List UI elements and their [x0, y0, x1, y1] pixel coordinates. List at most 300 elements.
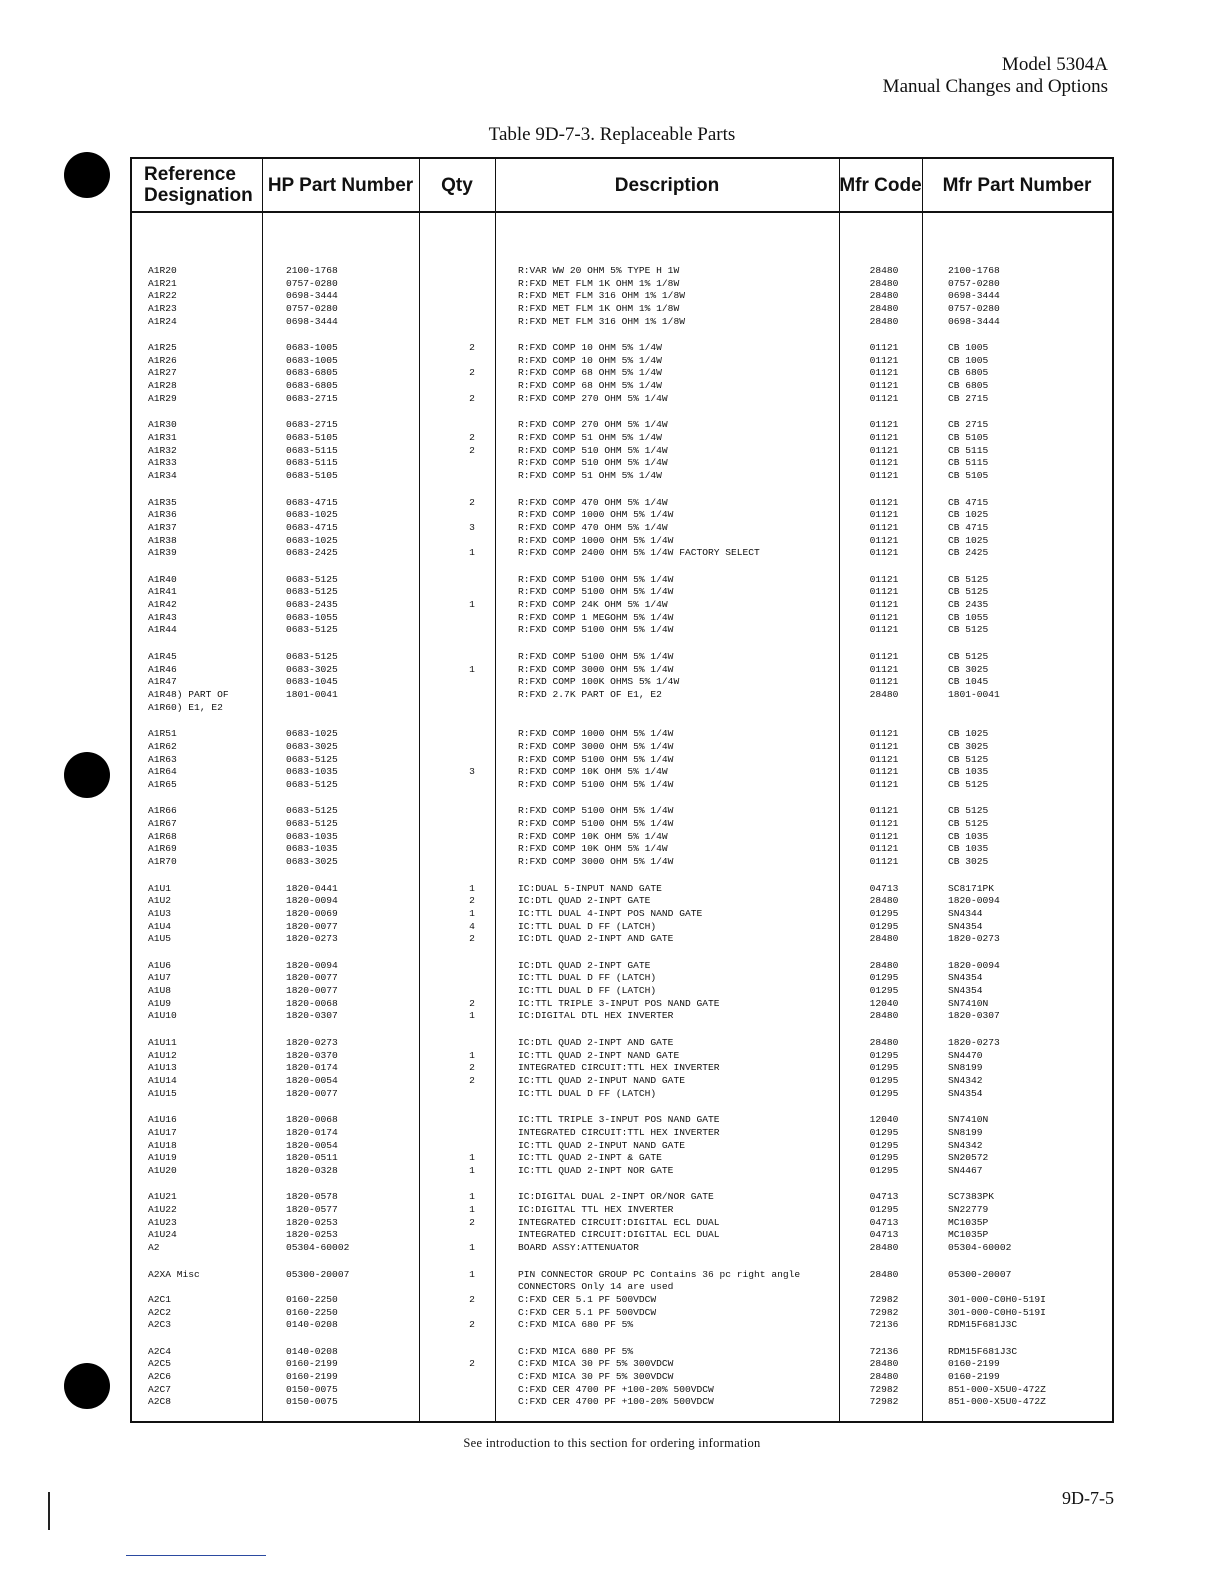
table-row — [132, 624, 1112, 637]
row-group — [132, 651, 1112, 714]
cell-hp-part-number: 1820-0077 — [286, 985, 338, 997]
cell-mfr-part-number: 1820-0307 — [948, 1010, 1000, 1022]
cell-reference: A1U1 — [148, 882, 172, 894]
table-row — [132, 1307, 1112, 1320]
cell-hp-part-number: 0683-1055 — [286, 611, 338, 623]
cell-hp-part-number: 0683-5125 — [286, 624, 338, 636]
cell-mfr-code: 28480 — [869, 302, 899, 314]
cell-description: R:FXD COMP 10K OHM 5% 1/4W — [518, 766, 668, 778]
cell-qty: 1 — [469, 1204, 475, 1216]
row-group — [132, 1269, 1112, 1332]
cell-qty: 1 — [469, 1268, 475, 1280]
cell-description: IC:DTL QUAD 2-INPT GATE — [518, 959, 651, 971]
row-group — [132, 728, 1112, 791]
cell-reference: A1U18 — [148, 1139, 177, 1151]
cell-description: IC:DIGITAL DUAL 2-INPT OR/NOR GATE — [518, 1191, 714, 1203]
cell-mfr-part-number: CB 5125 — [948, 805, 989, 817]
cell-mfr-code: 01121 — [869, 818, 899, 830]
cell-reference: A1U12 — [148, 1049, 177, 1061]
cell-description: R:FXD COMP 5100 OHM 5% 1/4W — [518, 573, 674, 585]
cell-mfr-code: 01121 — [869, 728, 899, 740]
cell-mfr-code: 01121 — [869, 740, 899, 752]
table-row — [132, 574, 1112, 587]
cell-mfr-part-number: CB 5115 — [948, 444, 989, 456]
cell-qty: 2 — [469, 1293, 475, 1305]
cell-hp-part-number: 05300-20007 — [286, 1268, 350, 1280]
table-row — [132, 1191, 1112, 1204]
cell-reference: A1R43 — [148, 611, 177, 623]
cell-reference: A1U5 — [148, 933, 172, 945]
cell-description: R:FXD COMP 5100 OHM 5% 1/4W — [518, 778, 674, 790]
table-row — [132, 1062, 1112, 1075]
cell-mfr-code: 28480 — [869, 1371, 899, 1383]
cell-description: IC:TTL DUAL D FF (LATCH) — [518, 972, 657, 984]
cell-mfr-part-number: CB 2715 — [948, 392, 989, 404]
cell-mfr-part-number: CB 5125 — [948, 586, 989, 598]
cell-hp-part-number: 0683-2425 — [286, 547, 338, 559]
cell-mfr-code: 01121 — [869, 624, 899, 636]
cell-mfr-code: 01295 — [869, 1062, 899, 1074]
cell-reference: A1R26 — [148, 354, 177, 366]
table-row — [132, 612, 1112, 625]
cell-description: IC:TTL QUAD 2-INPT & GATE — [518, 1152, 662, 1164]
cell-hp-part-number: 0683-5125 — [286, 573, 338, 585]
cell-mfr-part-number: SN8199 — [948, 1126, 983, 1138]
cell-qty: 2 — [469, 895, 475, 907]
cell-description: IC:TTL DUAL D FF (LATCH) — [518, 920, 657, 932]
table-body — [132, 265, 1112, 1423]
cell-mfr-code: 01295 — [869, 1139, 899, 1151]
table-row — [132, 933, 1112, 946]
cell-mfr-code: 01121 — [869, 521, 899, 533]
cell-mfr-code: 01295 — [869, 972, 899, 984]
cell-description: R:FXD COMP 1 MEGOHM 5% 1/4W — [518, 611, 674, 623]
cell-hp-part-number: 1820-0253 — [286, 1216, 338, 1228]
cell-reference: A1R69 — [148, 843, 177, 855]
cell-hp-part-number: 1820-0077 — [286, 1087, 338, 1099]
cell-hp-part-number: 0683-1035 — [286, 843, 338, 855]
cell-mfr-code: 72982 — [869, 1383, 899, 1395]
cell-reference: A1R25 — [148, 342, 177, 354]
cell-mfr-part-number: RDM15F681J3C — [948, 1319, 1018, 1331]
cell-hp-part-number: 1820-0370 — [286, 1049, 338, 1061]
cell-mfr-part-number: SN4344 — [948, 907, 983, 919]
cell-mfr-part-number: 301-000-C0H0-519I — [948, 1306, 1046, 1318]
cell-mfr-code: 28480 — [869, 315, 899, 327]
cell-description: IC:DTL QUAD 2-INPT GATE — [518, 895, 651, 907]
model-label: Model 5304A — [1001, 54, 1108, 75]
cell-hp-part-number: 0160-2199 — [286, 1371, 338, 1383]
cell-reference: A2 — [148, 1242, 160, 1253]
cell-mfr-code: 28480 — [869, 1037, 899, 1049]
cell-description: R:FXD COMP 510 OHM 5% 1/4W — [518, 457, 668, 469]
cell-reference: A1R35 — [148, 496, 177, 508]
cell-mfr-part-number: CB 1005 — [948, 342, 989, 354]
cell-reference: A1U7 — [148, 972, 172, 984]
cell-description: C:FXD MICA 680 PF 5% — [518, 1319, 634, 1331]
table-row — [132, 1010, 1112, 1023]
row-group — [132, 1191, 1112, 1254]
cell-reference: A1U24 — [148, 1229, 177, 1241]
cell-description: C:FXD CER 4700 PF +100-20% 500VDCW — [518, 1396, 714, 1408]
cell-mfr-code: 01121 — [869, 573, 899, 585]
table-row — [132, 1114, 1112, 1127]
cell-qty: 3 — [469, 766, 475, 778]
cell-qty: 2 — [469, 342, 475, 354]
cell-reference: A1R66 — [148, 805, 177, 817]
cell-mfr-code: 28480 — [869, 265, 899, 276]
cell-description: R:FXD COMP 270 OHM 5% 1/4W — [518, 392, 668, 404]
cell-qty: 2 — [469, 496, 475, 508]
cell-mfr-code: 01121 — [869, 778, 899, 790]
cell-reference: A1R45 — [148, 651, 177, 663]
header-subtitle: Manual Changes and Options — [882, 76, 1108, 97]
header-qty: Qty — [441, 174, 473, 196]
cell-reference: A1R41 — [148, 586, 177, 598]
header-mfr-part-number: Mfr Part Number — [942, 174, 1092, 196]
cell-mfr-code: 01121 — [869, 855, 899, 867]
cell-reference: A2C3 — [148, 1319, 172, 1331]
cell-description: R:FXD COMP 1000 OHM 5% 1/4W — [518, 728, 674, 740]
cell-hp-part-number: 1820-0577 — [286, 1204, 338, 1216]
cell-mfr-part-number: CB 1045 — [948, 676, 989, 688]
cell-reference: A1R65 — [148, 778, 177, 790]
cell-mfr-code: 04713 — [869, 1216, 899, 1228]
cell-reference: A1U2 — [148, 895, 172, 907]
table-row — [132, 1371, 1112, 1384]
cell-mfr-part-number: SC7383PK — [948, 1191, 995, 1203]
cell-qty: 3 — [469, 521, 475, 533]
cell-mfr-part-number: SN4354 — [948, 920, 983, 932]
table-row — [132, 972, 1112, 985]
table-row — [132, 805, 1112, 818]
table-row — [132, 1269, 1112, 1282]
cell-description: R:FXD COMP 5100 OHM 5% 1/4W — [518, 586, 674, 598]
cell-reference: A1R47 — [148, 676, 177, 688]
cell-reference: A1R48) PART OF — [148, 688, 229, 700]
cell-qty: 2 — [469, 444, 475, 456]
cell-hp-part-number: 0683-1035 — [286, 766, 338, 778]
cell-description: IC:DUAL 5-INPUT NAND GATE — [518, 882, 662, 894]
cell-mfr-part-number: CB 4715 — [948, 521, 989, 533]
cell-mfr-code: 28480 — [869, 1010, 899, 1022]
cell-description: C:FXD MICA 680 PF 5% — [518, 1345, 634, 1357]
table-row — [132, 599, 1112, 612]
cell-mfr-part-number: MC1035P — [948, 1229, 989, 1241]
row-group — [132, 497, 1112, 560]
table-row — [132, 316, 1112, 329]
header-mfr-code: Mfr Code — [839, 174, 922, 196]
cell-mfr-part-number: 851-000-X5U0-472Z — [948, 1383, 1046, 1395]
table-row — [132, 1358, 1112, 1371]
cell-mfr-code: 01121 — [869, 354, 899, 366]
cell-hp-part-number: 0683-5125 — [286, 586, 338, 598]
cell-reference: A1U8 — [148, 985, 172, 997]
cell-hp-part-number: 1801-0041 — [286, 688, 338, 700]
table-row — [132, 509, 1112, 522]
cell-hp-part-number: 05304-60002 — [286, 1242, 350, 1253]
cell-description: C:FXD CER 5.1 PF 500VDCW — [518, 1306, 657, 1318]
cell-mfr-code: 28480 — [869, 277, 899, 289]
cell-hp-part-number: 0683-1035 — [286, 830, 338, 842]
cell-reference: A1U6 — [148, 959, 172, 971]
cell-description: R:FXD COMP 51 OHM 5% 1/4W — [518, 432, 662, 444]
cell-qty: 1 — [469, 1010, 475, 1022]
table-row — [132, 921, 1112, 934]
cell-reference: A1U14 — [148, 1074, 177, 1086]
row-group — [132, 574, 1112, 637]
cell-reference: A2XA Misc — [148, 1268, 200, 1280]
cell-mfr-code: 28480 — [869, 933, 899, 945]
cell-hp-part-number: 1820-0441 — [286, 882, 338, 894]
cell-mfr-part-number: 0160-2199 — [948, 1358, 1000, 1370]
cell-description: R:FXD COMP 10 OHM 5% 1/4W — [518, 342, 662, 354]
cell-mfr-code: 01121 — [869, 611, 899, 623]
cell-description: IC:DIGITAL TTL HEX INVERTER — [518, 1204, 674, 1216]
cell-reference: A2C6 — [148, 1371, 172, 1383]
cell-mfr-part-number: SN7410N — [948, 1114, 989, 1126]
cell-qty: 1 — [469, 882, 475, 894]
cell-hp-part-number: 0683-6805 — [286, 367, 338, 379]
cell-mfr-code: 01121 — [869, 432, 899, 444]
cell-description: IC:DTL QUAD 2-INPT AND GATE — [518, 933, 674, 945]
cell-mfr-code: 01121 — [869, 586, 899, 598]
cell-description: R:FXD COMP 470 OHM 5% 1/4W — [518, 496, 668, 508]
cell-hp-part-number: 1820-0068 — [286, 1114, 338, 1126]
cell-mfr-part-number: SN20572 — [948, 1152, 989, 1164]
cell-reference: A1R32 — [148, 444, 177, 456]
cell-hp-part-number: 0683-4715 — [286, 496, 338, 508]
cell-description: R:FXD COMP 5100 OHM 5% 1/4W — [518, 651, 674, 663]
cell-hp-part-number: 0683-1045 — [286, 676, 338, 688]
table-row — [132, 470, 1112, 483]
cell-qty: 2 — [469, 1062, 475, 1074]
table-row — [132, 1204, 1112, 1217]
table-row — [132, 843, 1112, 856]
cell-mfr-part-number: SN4342 — [948, 1074, 983, 1086]
cell-qty: 1 — [469, 547, 475, 559]
cell-reference: A1R68 — [148, 830, 177, 842]
cell-reference: A1R31 — [148, 432, 177, 444]
cell-mfr-part-number: MC1035P — [948, 1216, 989, 1228]
cell-mfr-code: 12040 — [869, 997, 899, 1009]
cell-mfr-code: 12040 — [869, 1114, 899, 1126]
cell-mfr-code: 01121 — [869, 469, 899, 481]
table-row — [132, 689, 1112, 702]
cell-mfr-code: 01295 — [869, 1126, 899, 1138]
cell-qty: 1 — [469, 1152, 475, 1164]
cell-description: R:FXD COMP 10 OHM 5% 1/4W — [518, 354, 662, 366]
cell-mfr-part-number: CB 5125 — [948, 651, 989, 663]
cell-qty: 2 — [469, 367, 475, 379]
cell-hp-part-number: 0160-2250 — [286, 1306, 338, 1318]
cell-hp-part-number: 0683-1025 — [286, 509, 338, 521]
cell-description: R:FXD COMP 5100 OHM 5% 1/4W — [518, 624, 674, 636]
cell-hp-part-number: 0683-5115 — [286, 444, 338, 456]
cell-hp-part-number: 0757-0280 — [286, 302, 338, 314]
ordering-note: See introduction to this section for ordering information — [463, 1436, 761, 1450]
cell-description: R:FXD COMP 3000 OHM 5% 1/4W — [518, 855, 674, 867]
cell-mfr-code: 28480 — [869, 290, 899, 302]
cell-mfr-code: 01121 — [869, 805, 899, 817]
cell-mfr-part-number: CB 5115 — [948, 457, 989, 469]
cell-description: R:FXD COMP 51 OHM 5% 1/4W — [518, 469, 662, 481]
table-title: Table 9D-7-3. Replaceable Parts — [488, 124, 736, 145]
scan-edge-mark — [48, 1492, 50, 1530]
cell-mfr-code: 01121 — [869, 753, 899, 765]
cell-mfr-code: 01121 — [869, 419, 899, 431]
table-row — [132, 1050, 1112, 1063]
cell-hp-part-number: 0757-0280 — [286, 277, 338, 289]
cell-mfr-part-number: 1820-0094 — [948, 959, 1000, 971]
cell-mfr-code: 01121 — [869, 830, 899, 842]
cell-hp-part-number: 1820-0069 — [286, 907, 338, 919]
cell-mfr-part-number: SN4354 — [948, 985, 983, 997]
cell-reference: A1R38 — [148, 534, 177, 546]
row-group — [132, 419, 1112, 482]
cell-mfr-part-number: CB 4715 — [948, 496, 989, 508]
cell-description: R:FXD MET FLM 316 OHM 1% 1/8W — [518, 290, 685, 302]
cell-mfr-part-number: 0698-3444 — [948, 290, 1000, 302]
table-row — [132, 1088, 1112, 1101]
cell-hp-part-number: 1820-0054 — [286, 1139, 338, 1151]
cell-hp-part-number: 0683-3025 — [286, 740, 338, 752]
cell-hp-part-number: 1820-0174 — [286, 1062, 338, 1074]
cell-mfr-part-number: CB 5125 — [948, 778, 989, 790]
cell-mfr-part-number: 851-000-X5U0-472Z — [948, 1396, 1046, 1408]
table-row — [132, 1294, 1112, 1307]
cell-mfr-part-number: 0757-0280 — [948, 277, 1000, 289]
cell-mfr-part-number: 2100-1768 — [948, 265, 1000, 276]
cell-description: R:FXD COMP 10K OHM 5% 1/4W — [518, 830, 668, 842]
cell-mfr-code: 28480 — [869, 959, 899, 971]
cell-description: IC:TTL QUAD 2-INPUT NAND GATE — [518, 1139, 685, 1151]
cell-mfr-code: 72136 — [869, 1345, 899, 1357]
cell-reference: A2C5 — [148, 1358, 172, 1370]
table-row — [132, 908, 1112, 921]
header-divider — [132, 211, 1112, 213]
cell-reference: A1R28 — [148, 380, 177, 392]
table-row — [132, 393, 1112, 406]
cell-mfr-code: 01295 — [869, 1049, 899, 1061]
cell-mfr-code: 04713 — [869, 1191, 899, 1203]
table-row — [132, 1384, 1112, 1397]
cell-reference: A1U16 — [148, 1114, 177, 1126]
cell-mfr-part-number: SN4342 — [948, 1139, 983, 1151]
cell-hp-part-number: 1820-0068 — [286, 997, 338, 1009]
cell-description: C:FXD CER 4700 PF +100-20% 500VDCW — [518, 1383, 714, 1395]
cell-description: IC:TTL DUAL 4-INPT POS NAND GATE — [518, 907, 703, 919]
row-group — [132, 883, 1112, 946]
cell-hp-part-number: 0683-5105 — [286, 469, 338, 481]
cell-description: IC:TTL DUAL D FF (LATCH) — [518, 1087, 657, 1099]
cell-description: INTEGRATED CIRCUIT:DIGITAL ECL DUAL — [518, 1216, 720, 1228]
table-row — [132, 355, 1112, 368]
cell-mfr-part-number: CB 1025 — [948, 509, 989, 521]
cell-reference: A1R44 — [148, 624, 177, 636]
cell-mfr-code: 01121 — [869, 496, 899, 508]
cell-hp-part-number: 0683-3025 — [286, 663, 338, 675]
table-row — [132, 535, 1112, 548]
table-row — [132, 651, 1112, 664]
cell-mfr-part-number: 301-000-C0H0-519I — [948, 1293, 1046, 1305]
cell-description: IC:TTL QUAD 2-INPT NOR GATE — [518, 1164, 674, 1176]
cell-hp-part-number: 0160-2199 — [286, 1358, 338, 1370]
cell-mfr-part-number: CB 1025 — [948, 728, 989, 740]
table-row — [132, 728, 1112, 741]
cell-description: R:FXD COMP 68 OHM 5% 1/4W — [518, 367, 662, 379]
cell-qty: 2 — [469, 1319, 475, 1331]
cell-description: R:FXD MET FLM 316 OHM 1% 1/8W — [518, 315, 685, 327]
cell-description: R:FXD COMP 5100 OHM 5% 1/4W — [518, 753, 674, 765]
cell-mfr-part-number: CB 1035 — [948, 830, 989, 842]
header-description: Description — [614, 174, 720, 196]
cell-mfr-part-number: SN4354 — [948, 972, 983, 984]
cell-hp-part-number: 1820-0307 — [286, 1010, 338, 1022]
cell-description: R:FXD MET FLM 1K OHM 1% 1/8W — [518, 302, 680, 314]
cell-mfr-code: 01295 — [869, 1152, 899, 1164]
cell-mfr-part-number: CB 3025 — [948, 855, 989, 867]
cell-description: R:FXD 2.7K PART OF E1, E2 — [518, 688, 662, 700]
cell-description: R:VAR WW 20 OHM 5% TYPE H 1W — [518, 265, 680, 276]
table-row — [132, 1037, 1112, 1050]
cell-mfr-part-number: SN7410N — [948, 997, 989, 1009]
cell-mfr-code: 01121 — [869, 367, 899, 379]
cell-mfr-part-number: 0160-2199 — [948, 1371, 1000, 1383]
cell-description: IC:TTL TRIPLE 3-INPUT POS NAND GATE — [518, 997, 720, 1009]
cell-reference: A1R33 — [148, 457, 177, 469]
cell-reference: A1R42 — [148, 599, 177, 611]
table-row — [132, 1396, 1112, 1409]
cell-description: R:FXD COMP 3000 OHM 5% 1/4W — [518, 663, 674, 675]
cell-reference: A1U4 — [148, 920, 172, 932]
cell-description: R:FXD COMP 1000 OHM 5% 1/4W — [518, 534, 674, 546]
cell-reference: A1U23 — [148, 1216, 177, 1228]
cell-reference: A1R20 — [148, 265, 177, 276]
cell-description: R:FXD COMP 24K OHM 5% 1/4W — [518, 599, 668, 611]
cell-reference: A1R22 — [148, 290, 177, 302]
cell-description: IC:TTL TRIPLE 3-INPUT POS NAND GATE — [518, 1114, 720, 1126]
binder-hole-icon — [64, 1363, 110, 1409]
table-row — [132, 1242, 1112, 1255]
cell-description: R:FXD COMP 470 OHM 5% 1/4W — [518, 521, 668, 533]
cell-hp-part-number: 0683-5115 — [286, 457, 338, 469]
row-group — [132, 960, 1112, 1023]
table-row — [132, 856, 1112, 869]
cell-hp-part-number: 0683-5125 — [286, 753, 338, 765]
cell-description: CONNECTORS Only 14 are used — [518, 1281, 674, 1293]
cell-reference: A2C1 — [148, 1293, 172, 1305]
cell-hp-part-number: 0150-0075 — [286, 1383, 338, 1395]
cell-reference: A1R30 — [148, 419, 177, 431]
cell-mfr-code: 28480 — [869, 688, 899, 700]
cell-reference: A1R34 — [148, 469, 177, 481]
cell-reference: A1R62 — [148, 740, 177, 752]
cell-reference: A1U11 — [148, 1037, 177, 1049]
cell-hp-part-number: 2100-1768 — [286, 265, 338, 276]
cell-reference: A1R60) E1, E2 — [148, 701, 223, 713]
parts-table — [130, 157, 1114, 1423]
cell-mfr-part-number: SN4470 — [948, 1049, 983, 1061]
table-row — [132, 1346, 1112, 1359]
cell-description: R:FXD COMP 10K OHM 5% 1/4W — [518, 843, 668, 855]
cell-hp-part-number: 1820-0077 — [286, 920, 338, 932]
cell-mfr-code: 28480 — [869, 1242, 899, 1253]
table-row — [132, 303, 1112, 316]
table-row — [132, 1127, 1112, 1140]
underline-mark — [126, 1555, 266, 1556]
table-row — [132, 265, 1112, 278]
